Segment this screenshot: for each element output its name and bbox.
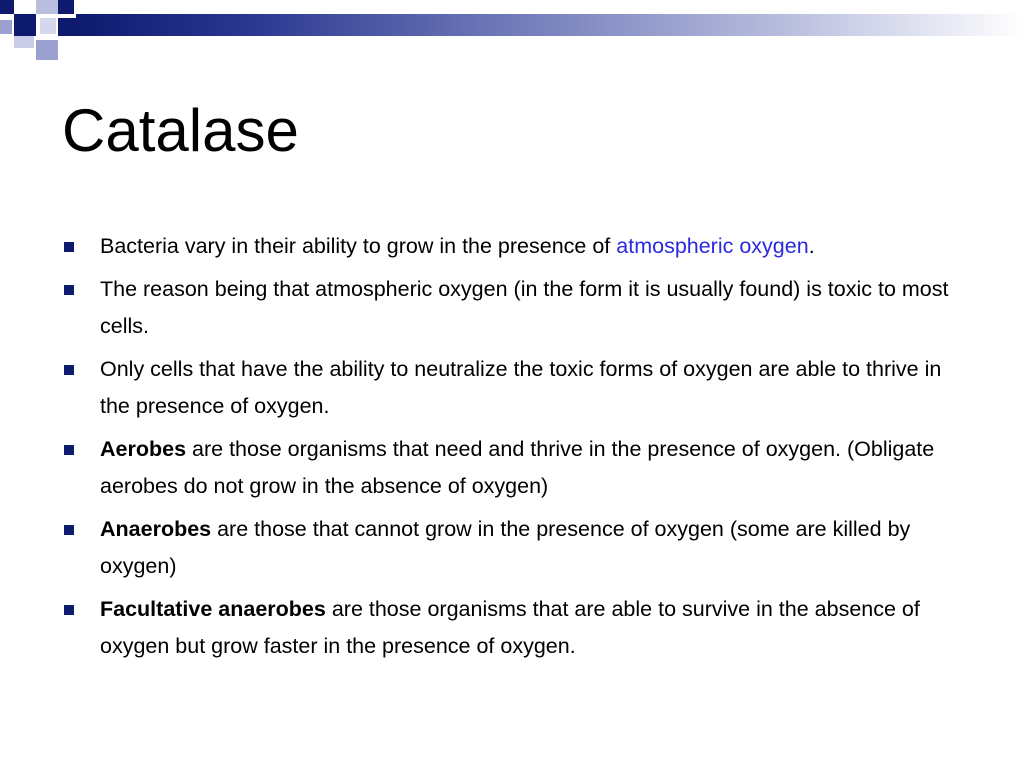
bullet-item: [100, 228, 970, 265]
header-square-9: [36, 40, 58, 60]
bullet-term: Anaerobes: [100, 517, 212, 541]
bullet-square-icon: [64, 285, 74, 295]
bullet-text: are those that cannot grow in the presence of oxygen (some are killed by oxygen): [100, 517, 911, 578]
bullet-item: [100, 271, 970, 345]
bullet-square-icon: [64, 445, 74, 455]
bullet-text: Bacteria vary in their ability to grow in the presence of: [100, 234, 617, 258]
header-gradient-bar: [76, 14, 1024, 36]
header-square-6: [40, 18, 56, 34]
bullet-text-end: .: [808, 234, 815, 258]
header-square-5: [0, 20, 12, 34]
header-square-4: [58, 0, 74, 14]
bullet-item: [100, 511, 970, 585]
header-square-3: [36, 0, 58, 14]
bullet-text: The reason being that atmospheric oxygen (in the form it is usually found) is toxic to most cells.: [100, 277, 949, 338]
bullet-square-icon: [64, 525, 74, 535]
highlighted-phrase: atmospheric oxygen: [616, 234, 809, 258]
bullet-text: Only cells that have the ability to neutralize the toxic forms of oxygen are able to thrive in the presence of oxygen.: [100, 357, 942, 418]
header-square-7: [58, 18, 76, 36]
bullet-text: are those organisms that are able to survive in the absence of oxygen but grow faster in the presence of oxygen.: [100, 597, 920, 658]
header-square-2: [14, 14, 36, 36]
header-square-8: [14, 36, 34, 48]
header-square-1: [0, 0, 14, 14]
bullet-square-icon: [64, 242, 74, 252]
bullet-term: Aerobes: [100, 437, 187, 461]
bullet-term: Facultative anaerobes: [100, 597, 326, 621]
bullet-item: [100, 591, 970, 665]
bullet-item: [100, 351, 970, 425]
slide-title: Catalase: [62, 97, 299, 164]
bullet-square-icon: [64, 605, 74, 615]
bullet-text: are those organisms that need and thrive in the presence of oxygen. (Obligate aerobes do not grow in the absence of oxygen): [100, 437, 935, 498]
bullet-square-icon: [64, 365, 74, 375]
bullet-item: [100, 431, 970, 505]
